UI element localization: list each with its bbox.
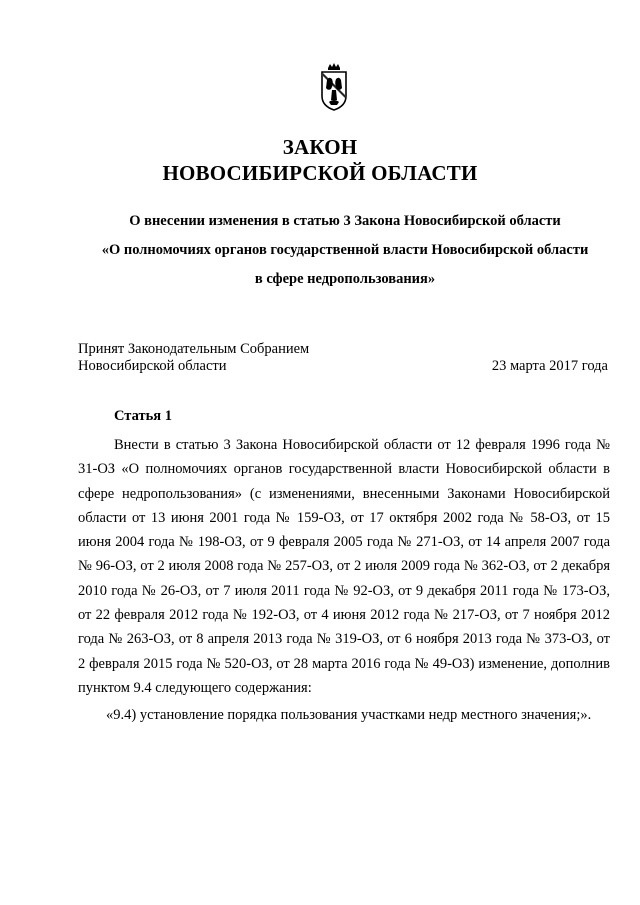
subject-line-2: «О полномочиях органов государственной власти Новосибирской области	[101, 242, 589, 258]
coat-of-arms-icon	[318, 62, 350, 112]
article-heading: Статья 1	[114, 408, 172, 424]
subject-line-3: в сфере недропользования»	[254, 271, 436, 287]
adopted-by-line-2: Новосибирской области	[78, 358, 227, 374]
adoption-date: 23 марта 2017 года	[491, 358, 608, 374]
law-title: ЗАКОН	[282, 135, 358, 159]
subject-line-1: О внесении изменения в статью 3 Закона Новосибирской области	[129, 213, 561, 229]
article-paragraph: Внести в статью 3 Закона Новосибирской области от 12 февраля 1996 года № 31-ОЗ «О полномочиях органов государственной власти Новосибирской области в сфере недропользования» (с изменениями, внесенными Законами Новосибирской области от 13 июня 2001 года № 159-ОЗ, от 17 октября 2002 года № 58-ОЗ, от 15 июня 2004 года № 198-ОЗ, от 9 февраля 2005 года № 271-ОЗ, от 14 апреля 2007 года № 96-ОЗ, от 2 июля 2008 года № 257-ОЗ, от 2 июля 2009 года № 362-ОЗ, от 2 декабря 2010 года № 26-ОЗ, от 7 июля 2011 года № 92-ОЗ, от 9 декабря 2011 года № 173-ОЗ, от 22 февраля 2012 года № 192-ОЗ, от 4 июня 2012 года № 217-ОЗ, от 7 ноября 2012 года № 263-ОЗ, от 8 апреля 2013 года № 319-ОЗ, от 6 ноября 2013 года № 373-ОЗ, от 2 февраля 2015 года № 520-ОЗ, от 28 марта 2016 года № 49-ОЗ) изменение, дополнив пунктом 9.4 следующего содержания:	[78, 437, 610, 696]
article-body	[78, 433, 610, 728]
amendment-text: «9.4) установление порядка пользования участками недр местного значения;».	[106, 707, 592, 724]
adopted-by-line-1: Принят Законодательным Собранием	[78, 341, 310, 357]
region-title: НОВОСИБИРСКОЙ ОБЛАСТИ	[162, 161, 478, 185]
